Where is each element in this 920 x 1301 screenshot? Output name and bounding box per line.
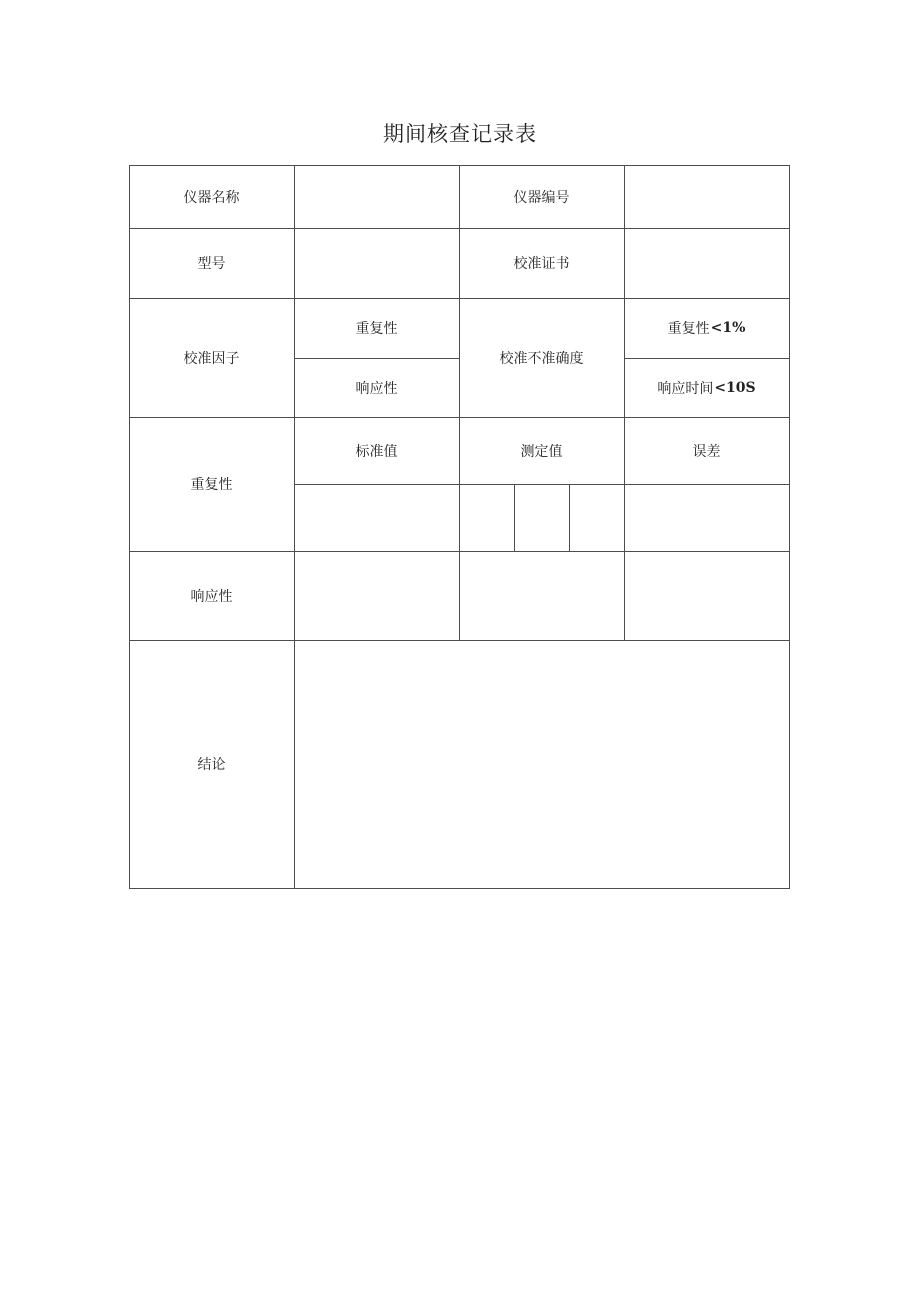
- std-value-header: 标准值: [355, 443, 398, 460]
- model-label: 型号: [197, 256, 226, 272]
- response-field-3[interactable]: [624, 551, 789, 640]
- measured-value-header: 测定值: [520, 443, 563, 460]
- factor-label: 校准因子: [183, 350, 240, 367]
- factor-response-label: 响应性: [355, 380, 398, 397]
- cert-field[interactable]: [624, 228, 789, 298]
- response-requirement-text: 响应时间: [657, 380, 714, 397]
- measured-value-field-3[interactable]: [569, 484, 624, 551]
- error-field[interactable]: [624, 484, 789, 551]
- instrument-no-field[interactable]: [624, 165, 789, 228]
- factor-repeat-label: 重复性: [355, 321, 398, 337]
- repeat-requirement: [624, 298, 789, 358]
- conclusion-label: 结论: [197, 757, 226, 773]
- response-label: 响应性: [190, 588, 233, 605]
- model-field[interactable]: [294, 228, 459, 298]
- error-header: 误差: [692, 443, 721, 460]
- cert-label: 校准证书: [513, 256, 570, 272]
- response-requirement-limit: <10S: [714, 379, 756, 396]
- measured-value-field-2[interactable]: [514, 484, 569, 551]
- uncertainty-label: 校准不准确度: [499, 350, 584, 367]
- std-value-field[interactable]: [294, 484, 459, 551]
- instrument-name-label: 仪器名称: [183, 189, 240, 206]
- response-field-2[interactable]: [459, 551, 624, 640]
- repeat-requirement-text: 重复性: [667, 321, 710, 337]
- repeat-requirement-limit: <1%: [710, 320, 746, 336]
- response-field-1[interactable]: [294, 551, 459, 640]
- table-border-bottom: [129, 888, 790, 889]
- response-requirement: [624, 358, 789, 417]
- instrument-no-label: 仪器编号: [513, 189, 570, 206]
- instrument-name-field[interactable]: [294, 165, 459, 228]
- measured-value-field-1[interactable]: [459, 484, 514, 551]
- record-table: [129, 165, 789, 889]
- table-border-right: [789, 165, 790, 889]
- conclusion-field[interactable]: [294, 640, 789, 888]
- page-title: 期间核查记录表: [383, 122, 537, 146]
- repeat-label: 重复性: [190, 477, 233, 493]
